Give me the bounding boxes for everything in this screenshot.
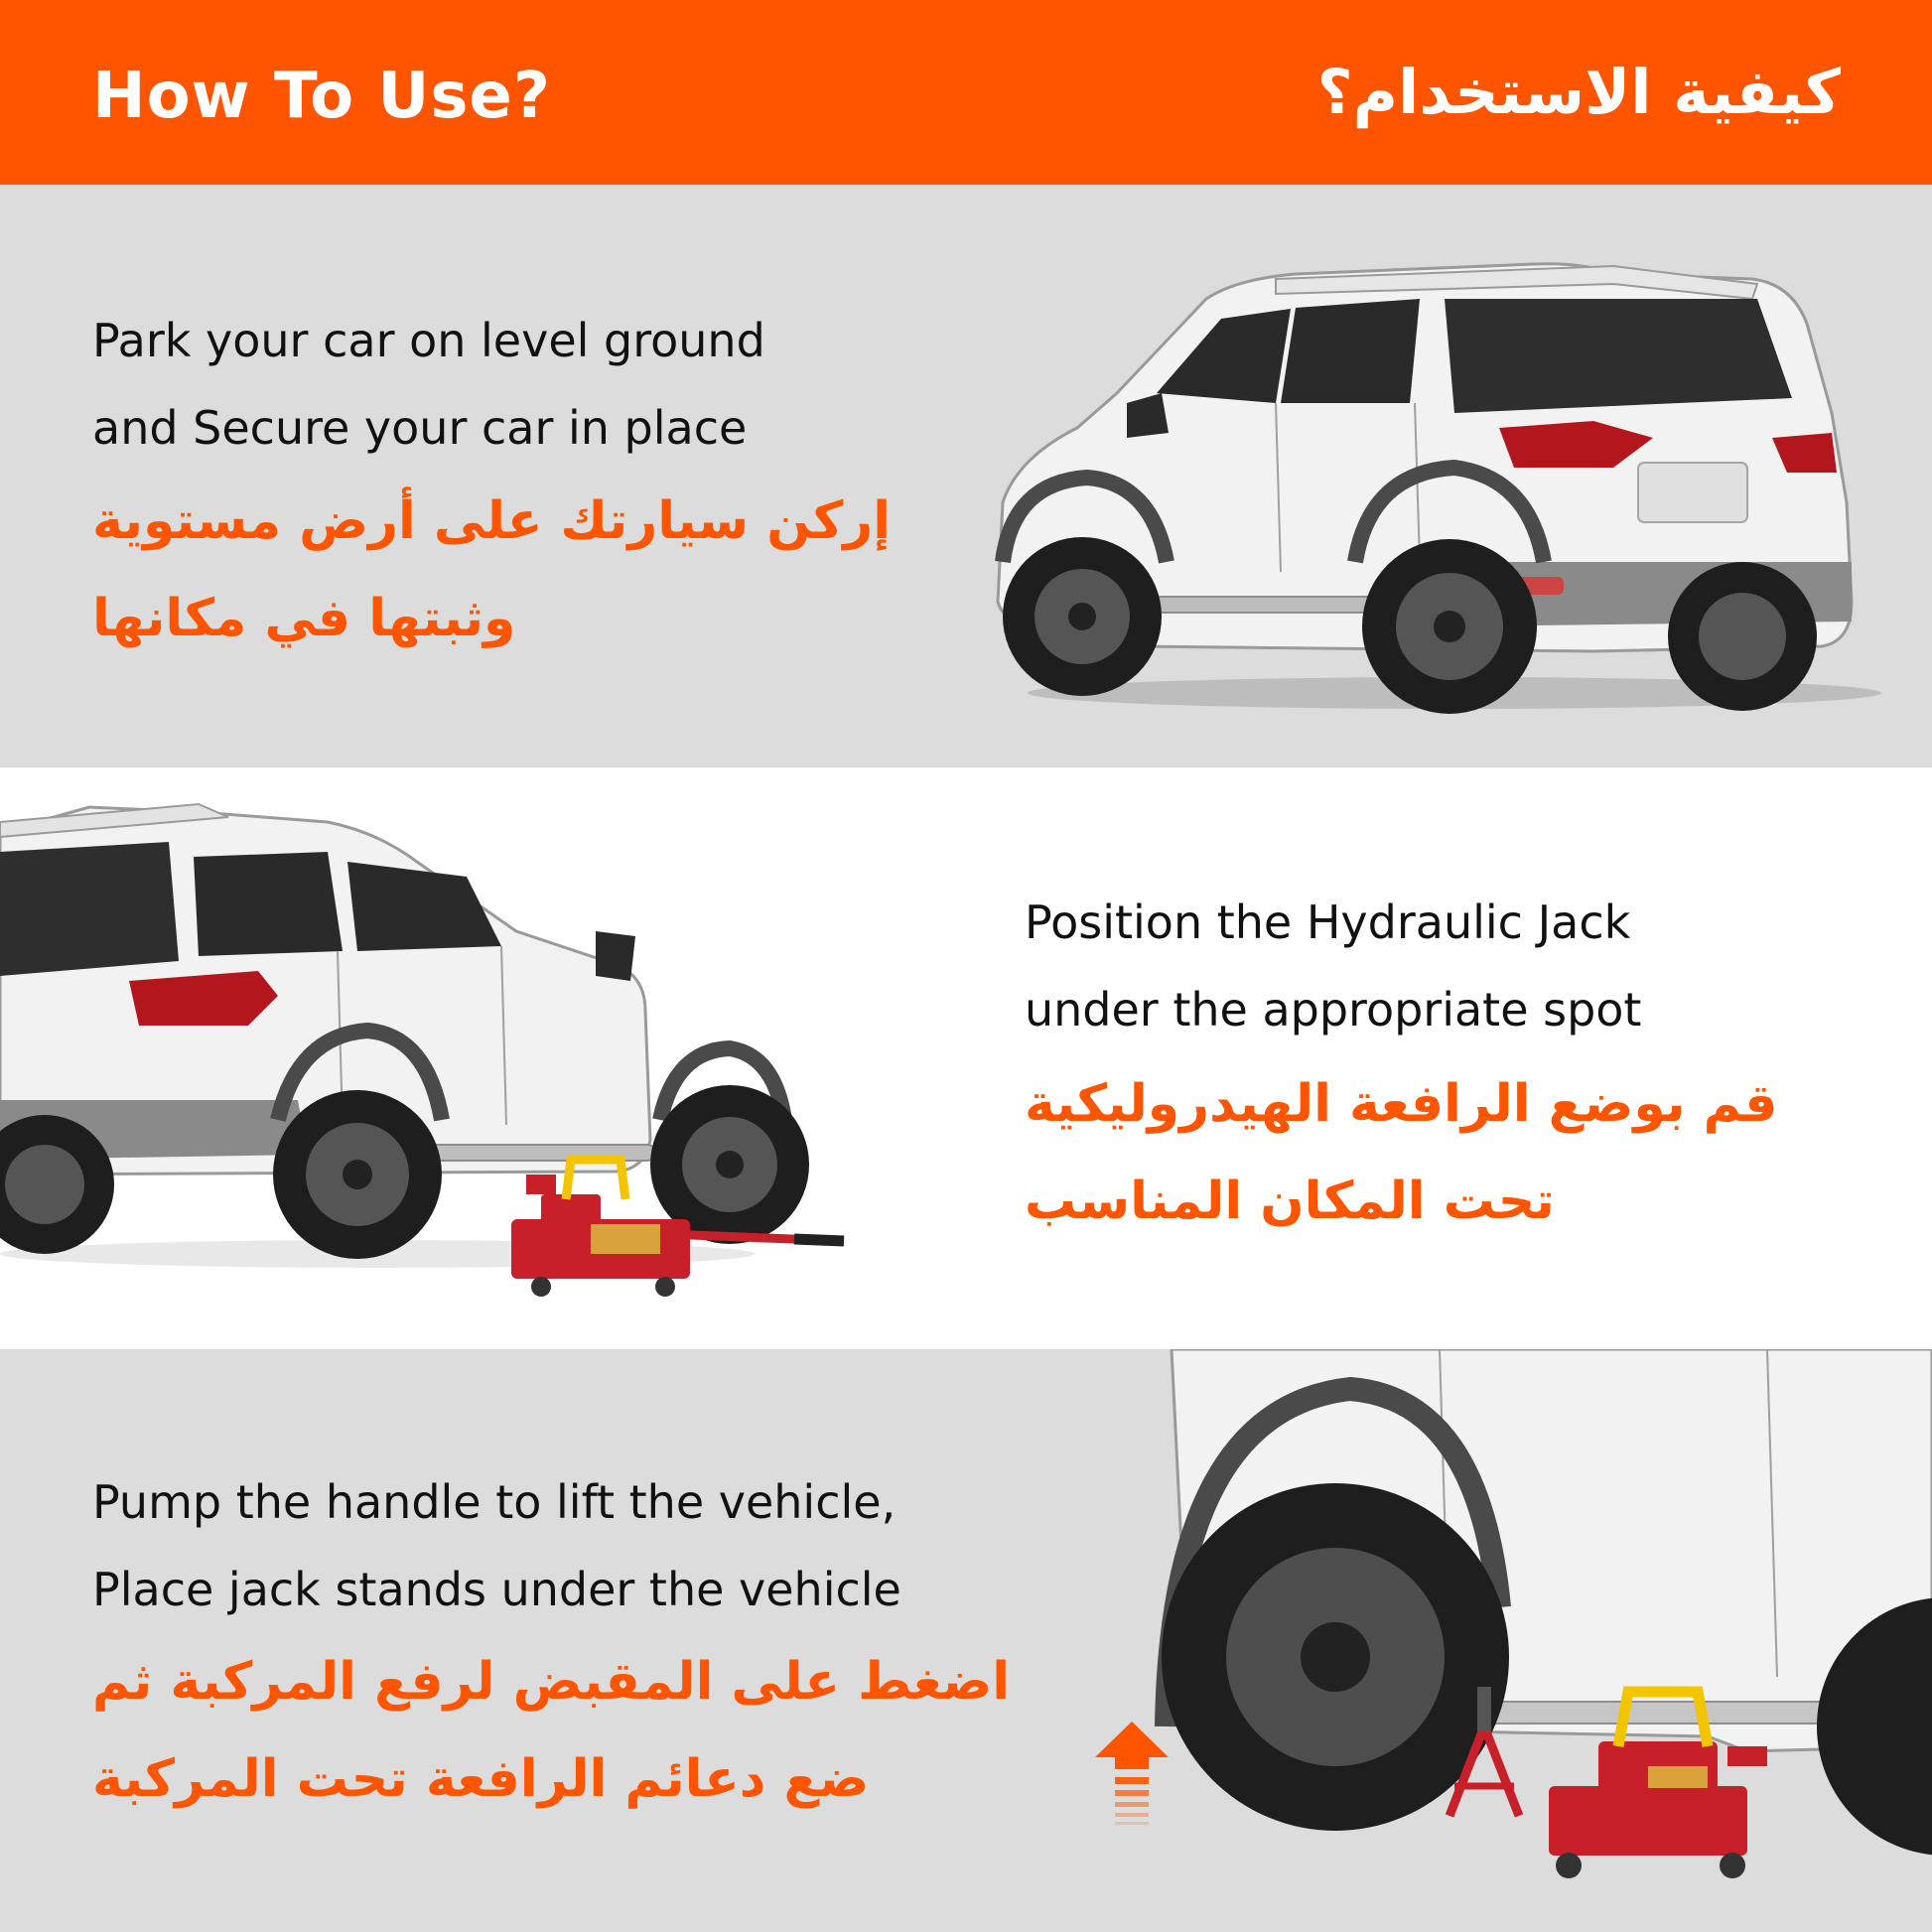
step-1-ar-line-1: إركن سيارتك على أرض مستوية	[92, 491, 892, 551]
step-3-ar-line-1: اضغط على المقبض لرفع المركبة ثم	[92, 1652, 1011, 1712]
step-1-panel	[0, 185, 1932, 767]
step-1-ar-line-2: وثبتها في مكانها	[92, 589, 516, 648]
step-3-en-line-2: Place jack stands under the vehicle	[92, 1563, 901, 1616]
suv-with-jack-image	[0, 782, 854, 1318]
step-2-text-english	[1025, 879, 1641, 1053]
step-3-ar-line-2: ضع دعائم الرافعة تحت المركبة	[92, 1749, 870, 1809]
header-bar	[0, 0, 1932, 185]
step-3-text-english	[92, 1458, 901, 1633]
suv-rear-image	[978, 244, 1901, 716]
step-1-text-arabic	[92, 473, 891, 667]
lifted-wheel-image	[1152, 1349, 1932, 1932]
title-arabic: كيفية الاستخدام؟	[1316, 56, 1841, 128]
step-3-en-line-1: Pump the handle to lift the vehicle,	[92, 1475, 897, 1529]
step-2-en-line-1: Position the Hydraulic Jack	[1025, 896, 1631, 949]
step-2-ar-line-2: تحت المكان المناسب	[1025, 1172, 1555, 1231]
step-3-text-arabic	[92, 1633, 1010, 1828]
step-2-text-arabic	[1025, 1055, 1777, 1250]
step-2-ar-line-1: قم بوضع الرافعة الهيدروليكية	[1025, 1074, 1778, 1134]
step-1-en-line-2: and Secure your car in place	[92, 401, 748, 455]
step-3-panel	[0, 1349, 1932, 1932]
step-1-en-line-1: Park your car on level ground	[92, 314, 765, 367]
step-2-en-line-2: under the appropriate spot	[1025, 983, 1642, 1036]
step-2-panel	[0, 767, 1932, 1349]
step-1-text-english	[92, 297, 765, 472]
title-english: How To Use?	[92, 60, 551, 133]
